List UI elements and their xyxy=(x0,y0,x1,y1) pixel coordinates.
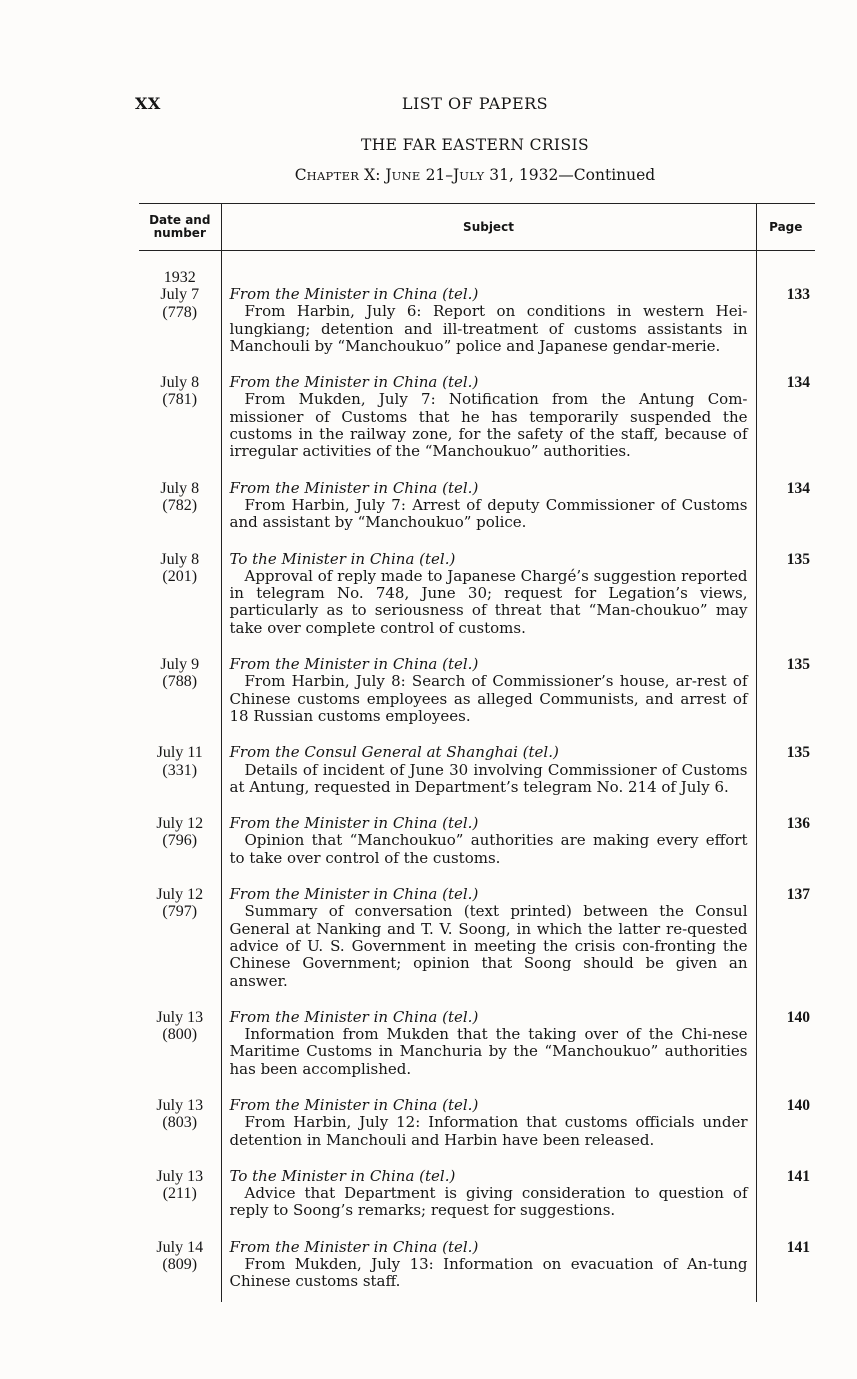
page-number: XX xyxy=(135,94,161,113)
entry-summary: From Harbin, July 8: Search of Commissioner’s house, ar-rest of Chinese customs employees as alleged Communists, and arrest of 18 Russian customs employees. xyxy=(229,672,748,725)
entry-date: July 7 xyxy=(160,286,200,304)
page-header xyxy=(135,94,815,116)
subject-cell xyxy=(221,374,756,479)
section-title: THE FAR EASTERN CRISIS xyxy=(360,136,590,154)
subject-cell xyxy=(221,656,756,744)
page-cell: 135 xyxy=(786,656,810,674)
entry-correspondent: From the Minister in China (tel.) xyxy=(229,373,479,392)
subject-cell xyxy=(221,1239,756,1302)
entry-correspondent: From the Minister in China (tel.) xyxy=(229,285,479,303)
chapter-title xyxy=(135,166,815,184)
page-cell: 134 xyxy=(786,479,810,497)
entry-summary: Details of incident of June 30 involving Commissioner of Customs at Antung, requested in Department’s telegram No. 214 of July 6. xyxy=(229,760,748,796)
table-row xyxy=(139,374,815,479)
date-cell xyxy=(139,1009,221,1097)
subject-cell xyxy=(221,1097,756,1168)
table-row xyxy=(139,551,815,656)
entry-summary: From Harbin, July 6: Report on conditions in western Hei-lungkiang; detention and ill-treatment of customs assistants in Manchouli by “Manchoukuo” police and Japanese gendar-merie. xyxy=(229,302,748,355)
chapter-label-initial: C xyxy=(294,166,307,184)
date-cell xyxy=(139,815,221,886)
entry-number: (782) xyxy=(162,496,198,514)
entry-date: July 8 xyxy=(160,479,200,497)
entry-date: July 13 xyxy=(156,1096,204,1114)
subject-cell xyxy=(221,551,756,656)
entry-correspondent: From the Minister in China (tel.) xyxy=(229,814,479,833)
entry-number: (781) xyxy=(162,391,198,409)
table-row xyxy=(139,815,815,886)
page-cell: 133 xyxy=(786,286,810,303)
entry-summary: Summary of conversation (text printed) between the Consul General at Nanking and T. V. Soong, in which the latter re-quested advice of U. S. Government in meeting the crisis con-fronting the Chinese Government; opinion that Soong should be given an answer. xyxy=(229,902,748,990)
entry-date: July 12 xyxy=(156,815,204,833)
entry-date: July 14 xyxy=(156,1238,204,1256)
date-cell xyxy=(139,374,221,479)
entry-date: July 13 xyxy=(156,1008,204,1026)
column-header-subject: Subject xyxy=(221,204,756,251)
entry-correspondent: From the Minister in China (tel.) xyxy=(229,478,479,497)
table-row xyxy=(139,1009,815,1097)
page-cell: 135 xyxy=(786,550,810,568)
entry-number: (803) xyxy=(162,1114,198,1132)
subject-cell xyxy=(221,886,756,1009)
entry-date: July 11 xyxy=(156,744,203,762)
papers-table xyxy=(139,203,815,1302)
page-cell: 135 xyxy=(786,744,810,762)
subject-cell xyxy=(221,1009,756,1097)
date-cell xyxy=(139,656,221,744)
entry-number: (788) xyxy=(162,673,198,691)
entry-summary: Information from Mukden that the taking over of the Chi-nese Maritime Customs in Manchuria by the “Manchoukuo” authorities has been accomplished. xyxy=(229,1025,748,1078)
page-cell: 136 xyxy=(786,815,810,833)
page-cell: 141 xyxy=(786,1167,810,1185)
column-header-page: Page xyxy=(756,204,815,251)
chapter-from-initial: J xyxy=(385,166,392,184)
subject-cell xyxy=(221,480,756,551)
entry-summary: From Harbin, July 12: Information that customs officials under detention in Manchouli and Harbin have been released. xyxy=(229,1113,748,1149)
chapter-from-day: 21– xyxy=(420,166,454,184)
date-cell xyxy=(139,480,221,551)
entry-summary: From Harbin, July 7: Arrest of deputy Commissioner of Customs and assistant by “Manchoukuo” police. xyxy=(229,495,748,532)
entry-number: (331) xyxy=(162,761,198,779)
entry-date: July 12 xyxy=(156,886,204,904)
chapter-to-rest: ULY xyxy=(459,169,485,183)
entry-date: July 8 xyxy=(160,550,200,568)
running-title: LIST OF PAPERS xyxy=(401,94,549,113)
entry-number: (800) xyxy=(162,1026,198,1044)
table-row xyxy=(139,269,815,374)
table-row xyxy=(139,1239,815,1302)
subject-cell xyxy=(221,815,756,886)
date-cell xyxy=(139,269,221,374)
entry-correspondent: To the Minister in China (tel.) xyxy=(229,549,456,568)
table-row xyxy=(139,656,815,744)
page-cell: 140 xyxy=(786,1008,810,1026)
date-cell xyxy=(139,1239,221,1302)
page-cell: 137 xyxy=(786,886,810,904)
page-cell: 140 xyxy=(786,1096,810,1114)
table-row xyxy=(139,1097,815,1168)
subject-cell xyxy=(221,1168,756,1239)
date-cell xyxy=(139,1168,221,1239)
table-row xyxy=(139,744,815,815)
entry-correspondent: From the Consul General at Shanghai (tel.) xyxy=(229,743,559,762)
date-cell xyxy=(139,744,221,815)
chapter-number: X: xyxy=(359,166,386,184)
entry-correspondent: From the Minister in China (tel.) xyxy=(229,655,479,674)
entry-correspondent: From the Minister in China (tel.) xyxy=(229,1007,479,1026)
entry-number: (778) xyxy=(162,303,198,321)
spacer-row xyxy=(139,251,815,270)
subject-cell xyxy=(221,269,756,374)
entry-correspondent: To the Minister in China (tel.) xyxy=(229,1166,456,1185)
chapter-from-rest: UNE xyxy=(391,169,421,183)
entry-date: July 9 xyxy=(160,656,200,674)
table-header-row xyxy=(139,204,815,251)
entry-date: July 8 xyxy=(160,374,200,392)
entry-correspondent: From the Minister in China (tel.) xyxy=(229,885,479,904)
entry-number: (809) xyxy=(162,1256,198,1274)
year: 1932 xyxy=(163,269,196,286)
entry-summary: Approval of reply made to Japanese Chargé’s suggestion reported in telegram No. 748, June 30; request for Legation’s views, particularly as to seriousness of threat that “Man-choukuo” may take over complete control of customs. xyxy=(229,566,748,637)
date-cell xyxy=(139,1097,221,1168)
entry-summary: Opinion that “Manchoukuo” authorities are making every effort to take over control of the customs. xyxy=(229,831,748,867)
entry-number: (201) xyxy=(162,567,198,585)
date-cell xyxy=(139,551,221,656)
table-row xyxy=(139,480,815,551)
papers-table-body xyxy=(139,251,815,1302)
chapter-to-initial: J xyxy=(453,166,460,184)
page-cell: 134 xyxy=(786,374,810,392)
entry-date: July 13 xyxy=(156,1167,204,1185)
entry-summary: From Mukden, July 13: Information on evacuation of An-tung Chinese customs staff. xyxy=(229,1255,748,1291)
entry-number: (211) xyxy=(162,1185,197,1203)
entry-number: (796) xyxy=(162,832,198,850)
entry-summary: Advice that Department is giving consideration to question of reply to Soong’s remarks; request for suggestions. xyxy=(229,1184,748,1220)
entry-number: (797) xyxy=(162,903,198,921)
entry-correspondent: From the Minister in China (tel.) xyxy=(229,1095,479,1114)
page-cell: 141 xyxy=(786,1238,810,1256)
table-row xyxy=(139,1168,815,1239)
entry-correspondent: From the Minister in China (tel.) xyxy=(229,1237,479,1256)
column-header-date: Date and number xyxy=(139,204,221,251)
entry-summary: From Mukden, July 7: Notification from the Antung Com-missioner of Customs that he has temporarily suspended the customs in the railway zone, for the safety of the staff, because of irregular activities of the “Manchoukuo” authorities. xyxy=(229,390,748,461)
chapter-to-tail: 31, 1932—Continued xyxy=(484,166,656,184)
table-row xyxy=(139,886,815,1009)
chapter-label-rest: HAPTER xyxy=(306,169,360,183)
subject-cell xyxy=(221,744,756,815)
date-cell xyxy=(139,886,221,1009)
